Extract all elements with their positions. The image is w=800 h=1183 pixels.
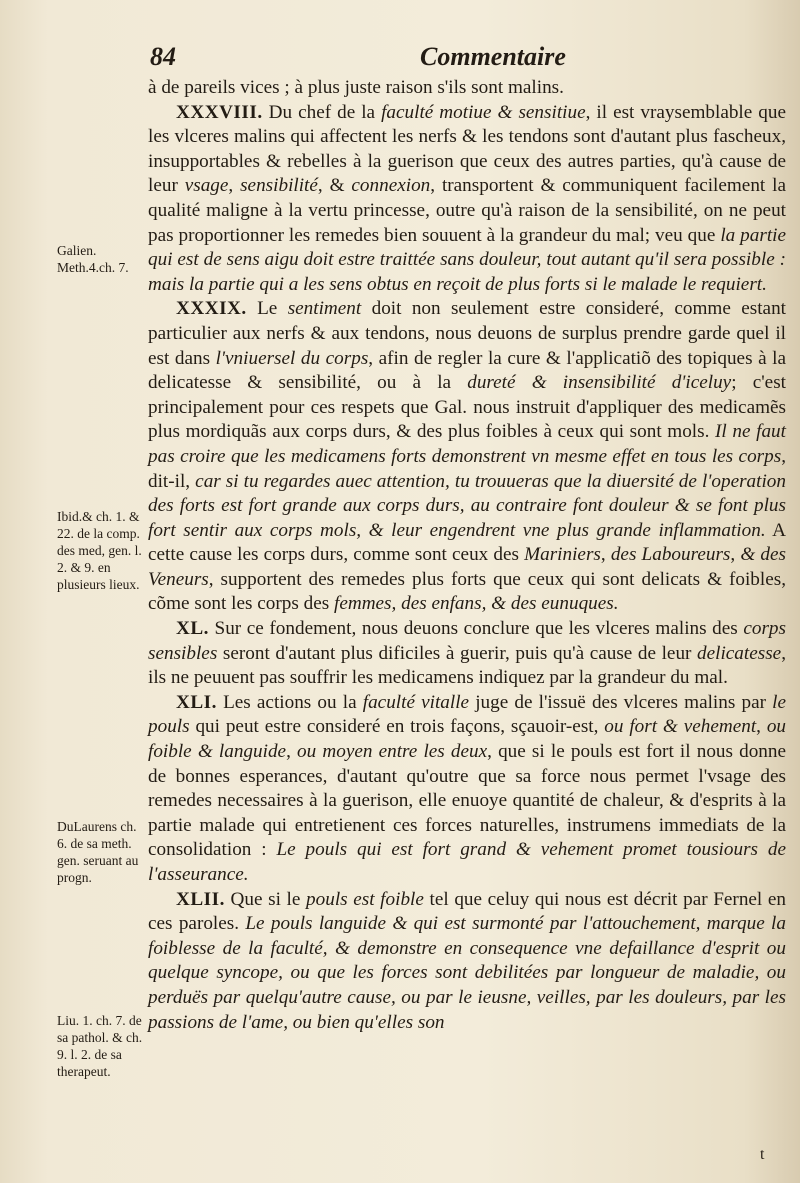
italic-text: car si tu regardes auec attention, tu trouueras que la diuersité de l'operation des forts est fort grande aux corps durs, au contraire font douleur & se font plus fort sentir aux corps mols, & leur engendrent vne plus grande inflammation.: [148, 470, 786, 541]
paragraph: [148, 691, 786, 888]
margin-note-dulaurens: DuLaurens ch. 6. de sa meth. gen. seruant au progn.: [57, 819, 139, 885]
text-run: doit non seulement estre consideré, comme estant particulier aux nerfs & aux tendons, nous deuons de surplus prendre garde quel il est dans: [148, 298, 786, 369]
section-number: XLII.: [176, 888, 225, 910]
section-number: XXXVIII.: [176, 101, 263, 123]
text-run: , dit-il,: [148, 445, 786, 492]
catchword: t: [760, 1146, 765, 1163]
italic-text: dureté & insensibilité d'iceluy: [467, 372, 732, 394]
italic-text: sensibilité: [240, 175, 318, 197]
paragraph: [148, 617, 786, 691]
section-number: XL.: [176, 618, 209, 640]
italic-text: ou moyen entre les deux: [297, 741, 488, 763]
italic-text: vsage: [184, 175, 229, 197]
italic-text: connexion: [351, 175, 431, 197]
text-run: ,: [600, 544, 611, 566]
running-title: Commentaire: [420, 42, 566, 71]
text-run: tel que celuy qui nous est décrit par Fernel en ces paroles.: [148, 888, 786, 935]
italic-text: faculté motiue & sensitiue: [381, 101, 586, 123]
text-run: , ils ne peuuent pas souffrir les medicamens indiquez par la grandeur du mal.: [148, 642, 786, 689]
text-run: , il est vraysemblable que les vlceres malins qui affectent les nerfs & les tendons sont d'autant plus fascheux, insupportables & rebelles à la guerison que ceux des autres parties, qu'à cause de leur: [148, 101, 786, 197]
text-run: Sur ce fondement, nous deuons conclure que les vlceres malins des: [208, 618, 744, 640]
section-number: XXXIX.: [176, 298, 247, 320]
section-number: XLI.: [176, 691, 217, 713]
italic-text: & des Veneurs: [148, 544, 787, 590]
text-run: Que si le: [224, 888, 307, 910]
page-number: 84: [150, 42, 176, 71]
italic-text: la partie qui est de sens aigu doit estre traittée sans douleur, tout autant qu'il sera possible : mais la partie qui a les sens obtus en reçoit de plus forts si le malade le requiert.: [148, 224, 786, 295]
text-run: ,: [228, 175, 241, 197]
italic-text: delicatesse: [697, 642, 782, 664]
italic-text: Le pouls languide & qui est surmonté par l'attouchement, marque la foiblesse de la faculté, & demonstre en consequence vne defaillance d'esprit ou quelque syncope, ou que les forces sont debilitées par longueur de maladie, ou perduës par quelqu'autre cause, ou par le ieusne, veilles, par les douleurs, par les passions de l'ame, ou bien qu'elles son: [148, 913, 786, 1033]
text-run: ,: [286, 741, 298, 763]
text-run: , transportent & communiquent facilement la qualité maligne à la vertu princesse, outre qu'à raison de la sensibilité, on ne peut pas proportionner les remedes bien souuent à la grandeur du mal; veu que: [148, 175, 786, 246]
text-run: Du chef de la: [262, 101, 382, 123]
italic-text: Le pouls qui est fort grand & vehement promet tousiours de l'asseurance.: [148, 839, 786, 885]
italic-text: sentiment: [287, 298, 362, 320]
text-run: juge de l'issuë des vlceres malins par: [469, 691, 773, 713]
body-text: [148, 76, 786, 1035]
text-run: , &: [317, 175, 352, 197]
italic-text: corps sensibles: [148, 618, 786, 664]
margin-note-galien: Galien. Meth.4.ch. 7.: [57, 243, 129, 275]
margin-note-liu: Liu. 1. ch. 7. de sa pathol. & ch. 9. l. 2. de sa therapeut.: [57, 1013, 143, 1079]
paragraph: [148, 297, 786, 617]
italic-text: Il ne faut pas croire que les medicamens forts demonstrent vn mesme effet en tous les corps: [148, 421, 786, 467]
text-run: Les actions ou la: [216, 691, 363, 713]
italic-text: le pouls: [148, 691, 786, 738]
paragraph: [148, 76, 786, 101]
text-run: qui peut estre consideré en trois façons, sçauoir-est,: [189, 716, 605, 738]
text-run: ; c'est principalement pour ces respets que Gal. nous instruit d'appliquer des medicamẽs plus mordiquãs aux corps durs, & des plus foibles à ceux qui sont mols.: [148, 372, 786, 443]
paragraph: [148, 888, 786, 1036]
paragraph: [148, 101, 786, 298]
text-run: A cette cause les corps durs, comme sont ceux des: [148, 519, 786, 566]
text-run: , afin de regler la cure & l'applicatiõ des topiques à la delicatesse & sensibilité, ou à la: [148, 347, 786, 394]
italic-text: faculté vitalle: [362, 691, 470, 713]
italic-text: pouls est foible: [306, 888, 424, 910]
italic-text: l'vniuersel du corps: [215, 347, 369, 369]
text-run: , que si le pouls est fort il nous donne de bonnes esperances, d'autant qu'outre que sa force nous permet l'vsage des remedes necessaires à la guerison, elle enuoye quantité de chaleur, & d'esprits à la partie malade qui entretienent ces forces naturelles, instrumens immediats de la consolidation :: [148, 741, 787, 861]
text-run: ,: [756, 716, 767, 738]
italic-text: femmes, des enfans, & des eunuques.: [333, 593, 619, 615]
italic-text: ou foible & languide: [148, 716, 787, 763]
italic-text: Mariniers: [524, 544, 601, 566]
text-run: ,: [730, 544, 741, 566]
text-run: , supportent des remedes plus forts que ceux qui sont delicats & foibles, cõme sont les corps des: [148, 568, 786, 615]
margin-note-ibid: Ibid.& ch. 1. & 22. de la comp. des med, gen. l. 2. & 9. en plusieurs lieux.: [57, 509, 142, 592]
italic-text: des Laboureurs: [610, 544, 731, 566]
text-run: Le: [246, 298, 288, 320]
italic-text: ou fort & vehement: [604, 716, 757, 738]
page-header: [150, 42, 780, 80]
text-run: à de pareils vices ; à plus juste raison s'ils sont malins.: [148, 77, 564, 98]
text-run: seront d'autant plus dificiles à guerir, puis qu'à cause de leur: [217, 642, 698, 664]
